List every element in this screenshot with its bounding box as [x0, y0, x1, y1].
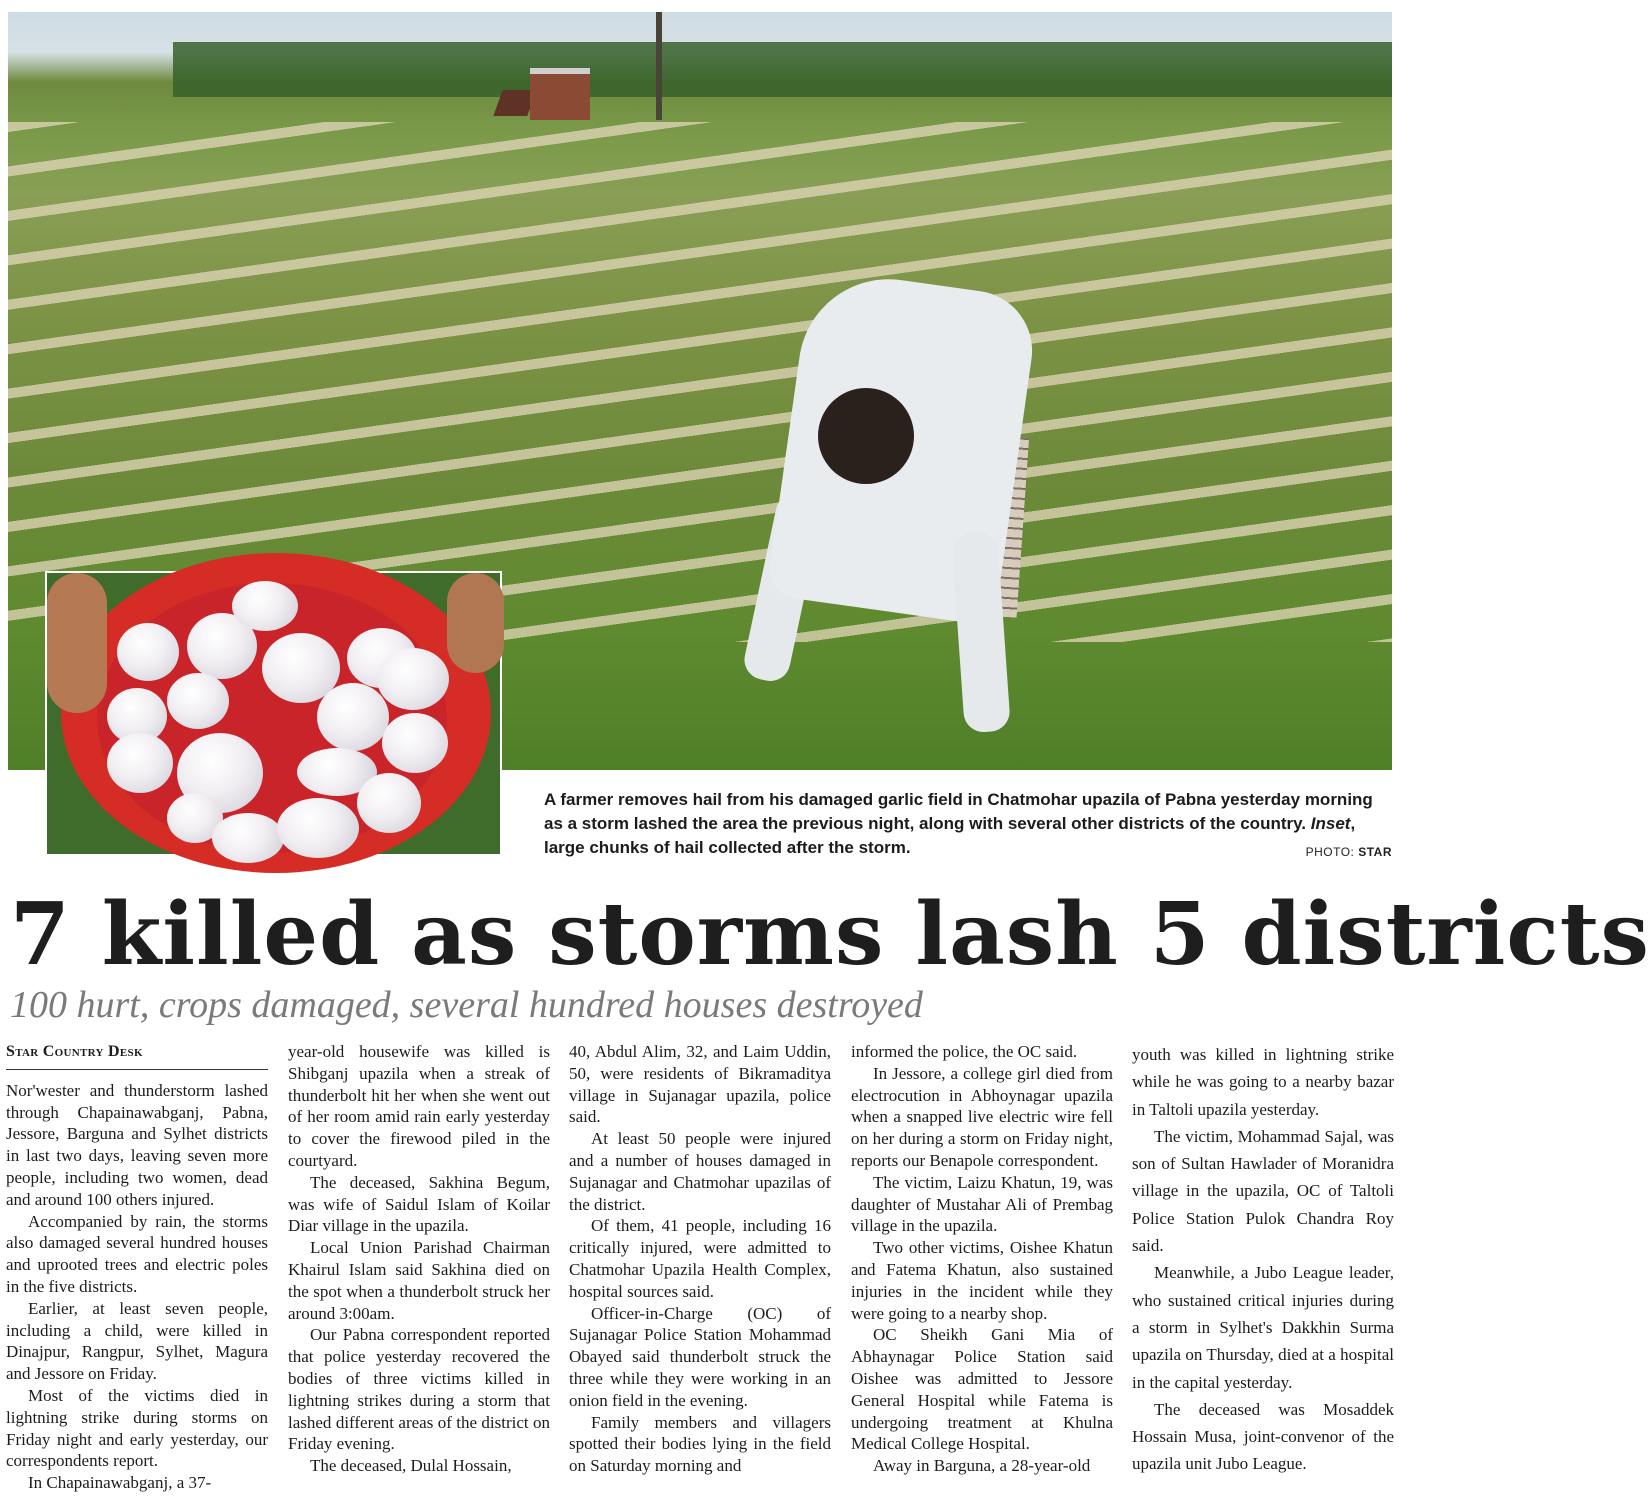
- inset-photo-hail: [45, 571, 502, 856]
- photo-caption: [544, 788, 1390, 860]
- paragraph: year-old housewife was killed is Shibganj upazila when a streak of thunderbolt hit her when she went out of her room amid rain early yesterday to cover the firewood piled in the courtyard.: [288, 1042, 550, 1170]
- paragraph: Meanwhile, a Jubo League leader, who sustained critical injuries during a storm in Sylhet's Dakkhin Surma upazila on Thursday, died at a hospital in the capital yesterday.: [1132, 1263, 1394, 1392]
- paragraph: Our Pabna correspondent reported that police yesterday recovered the bodies of three victims killed in lightning strikes during a storm that lashed different areas of the district on Friday evening.: [288, 1325, 550, 1454]
- paragraph: Two other victims, Oishee Khatun and Fatema Khatun, also sustained injuries in the incident while they were going to a nearby shop.: [851, 1238, 1113, 1323]
- hailstone: [232, 581, 298, 631]
- article-column-1: [6, 1041, 268, 1497]
- paragraph: Family members and villagers spotted their bodies lying in the field on Saturday morning and: [569, 1412, 831, 1476]
- brick-shed: [530, 68, 590, 120]
- credit-label: PHOTO:: [1305, 845, 1355, 859]
- hand: [47, 573, 107, 713]
- article-column-3: [569, 1041, 831, 1497]
- paragraph: The deceased, Dulal Hossain,: [310, 1456, 512, 1476]
- paragraph: The deceased, Sakhina Begum, was wife of Saidul Islam of Koilar Diar village in the upazila.: [288, 1172, 550, 1236]
- hailstone: [357, 773, 421, 833]
- paragraph: Most of the victims died in lightning strike during storms on Friday night and early yesterday, our correspondents report.: [6, 1385, 268, 1471]
- hailstone: [382, 713, 448, 773]
- paragraph: informed the police, the OC said.: [851, 1042, 1078, 1061]
- paragraph: Accompanied by rain, the storms also damaged several hundred houses and uprooted trees and electric poles in the five districts.: [6, 1211, 268, 1296]
- hailstone: [107, 733, 173, 793]
- paragraph: youth was killed in lightning strike while he was going to a nearby bazar in Taltoli upazila yesterday.: [1132, 1045, 1394, 1119]
- paragraph: At least 50 people were injured and a number of houses damaged in Sujanagar and Chatmohar upazilas of the district.: [569, 1129, 831, 1214]
- subheadline: 100 hurt, crops damaged, several hundred houses destroyed: [10, 984, 923, 1026]
- paragraph: Nor'wester and thunderstorm lashed through Chapainawabganj, Pabna, Jessore, Barguna and Sylhet districts in last two days, leaving seven more people, including two women, dead and around 100 others injured.: [6, 1080, 268, 1209]
- tree-line: [173, 42, 1392, 97]
- farmer-head: [818, 388, 914, 484]
- hailstone: [117, 623, 179, 681]
- article-column-5: [1132, 1041, 1394, 1497]
- caption-tail: , large chunks of hail collected after the storm.: [544, 814, 1356, 857]
- hand: [447, 573, 504, 673]
- paragraph: In Jessore, a college girl died from electrocution in Abhoynagar upazila when a snapped live electric wire fell on her during a storm on Friday night, reports our Benapole correspondent.: [851, 1063, 1113, 1170]
- paragraph: The victim, Laizu Khatun, 19, was daughter of Mustahar Ali of Prembag village in the upazila.: [851, 1172, 1113, 1236]
- hailstone: [377, 648, 449, 710]
- utility-pole: [656, 12, 662, 120]
- byline: Star Country Desk: [6, 1041, 268, 1070]
- paragraph: Officer-in-Charge (OC) of Sujanagar Police Station Mohammad Obayed said thunderbolt struck the three while they were working in an onion field in the evening.: [569, 1303, 831, 1410]
- hailstone: [167, 673, 229, 729]
- paragraph: 40, Abdul Alim, 32, and Laim Uddin, 50, were residents of Bikramaditya village in Sujanagar upazila, police said.: [569, 1042, 831, 1127]
- article-column-4: [851, 1041, 1113, 1497]
- paragraph: OC Sheikh Gani Mia of Abhaynagar Police Station said Oishee was admitted to Jessore General Hospital while Fatema is undergoing treatment at Khulna Medical College Hospital.: [851, 1325, 1113, 1454]
- paragraph: Earlier, at least seven people, including a child, were killed in Dinajpur, Rangpur, Sylhet, Magura and Jessore on Friday.: [6, 1298, 268, 1384]
- headline: 7 killed as storms lash 5 districts: [10, 884, 1650, 985]
- paragraph: Local Union Parishad Chairman Khairul Islam said Sakhina died on the spot when a thunderbolt struck her around 3:00am.: [288, 1238, 550, 1323]
- caption-text: A farmer removes hail from his damaged garlic field in Chatmohar upazila of Pabna yesterday morning as a storm lashed the area the previous night, along with several other districts of the country.: [544, 790, 1373, 833]
- photo-credit: [1306, 845, 1392, 859]
- hailstone: [317, 683, 389, 751]
- caption-inset-label: Inset: [1310, 814, 1351, 833]
- paragraph: The victim, Mohammad Sajal, was son of Sultan Hawlader of Moranidra village in the upazila, OC of Taltoli Police Station Pulok Chandra Roy said.: [1132, 1126, 1394, 1256]
- article-column-2: [288, 1041, 550, 1497]
- paragraph: Of them, 41 people, including 16 critically injured, were admitted to Chatmohar Upazila Health Complex, hospital sources said.: [569, 1216, 831, 1301]
- paragraph: In Chapainawabganj, a 37-: [28, 1473, 212, 1493]
- paragraph: The deceased was Mosaddek Hossain Musa, joint-convenor of the upazila unit Jubo League.: [1132, 1399, 1394, 1474]
- paragraph: Away in Barguna, a 28-year-old: [873, 1456, 1091, 1476]
- credit-source: STAR: [1358, 845, 1392, 859]
- hailstone: [212, 813, 284, 863]
- hailstone: [277, 798, 359, 858]
